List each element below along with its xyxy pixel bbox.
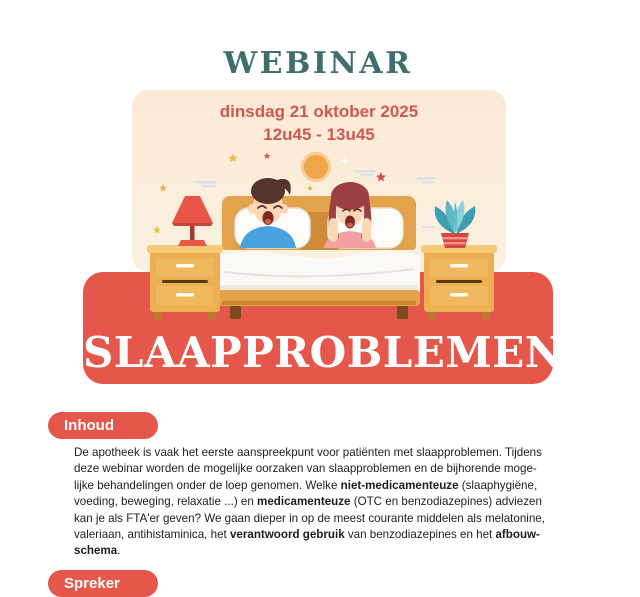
sleeping-couple-illustration [132,152,506,324]
paragraph-line: lijke behandelingen onder de loep genomen. Welke niet-medicamenteuze (slaaphygiëne, [74,478,538,492]
plant-icon [435,200,476,248]
section-label-inhoud: Inhoud [48,412,158,439]
woman-figure [324,182,376,248]
content-paragraph [74,445,594,560]
bed-base [218,290,420,319]
blanket [218,251,420,292]
banner-title: SLAAPPROBLEMEN [83,328,564,377]
section-label-spreker: Spreker [48,570,158,597]
sun-icon [301,152,331,182]
date-text [132,100,506,146]
lamp-icon [172,196,213,246]
paragraph-line: voeding, beweging, relaxatie ...) en medicamenteuze (OTC en benzodiazepines) adviezen [74,495,542,509]
paragraph-line: deze webinar worden de mogelijke oorzaken van slaapproblemen en de bijhorende moge- [74,462,537,476]
paragraph-line: valeriaan, antihistaminica, het verantwoord gebruik van benzodiazepines en het afbouw- [74,528,540,542]
nightstand-right [421,245,497,319]
page-title: WEBINAR [223,46,413,81]
paragraph-line: schema. [74,544,121,558]
time-line: 12u45 - 13u45 [263,125,375,144]
paragraph-line: De apotheek is vaak het eerste aanspreekpunt voor patiënten met slaapproblemen. Tijdens [74,446,542,459]
paragraph-line: kan je als FTA'er geven? We gaan dieper in op de meest courante middelen als melatonine, [74,511,545,525]
nightstand-left [147,245,223,319]
date-line: dinsdag 21 oktober 2025 [219,102,419,121]
